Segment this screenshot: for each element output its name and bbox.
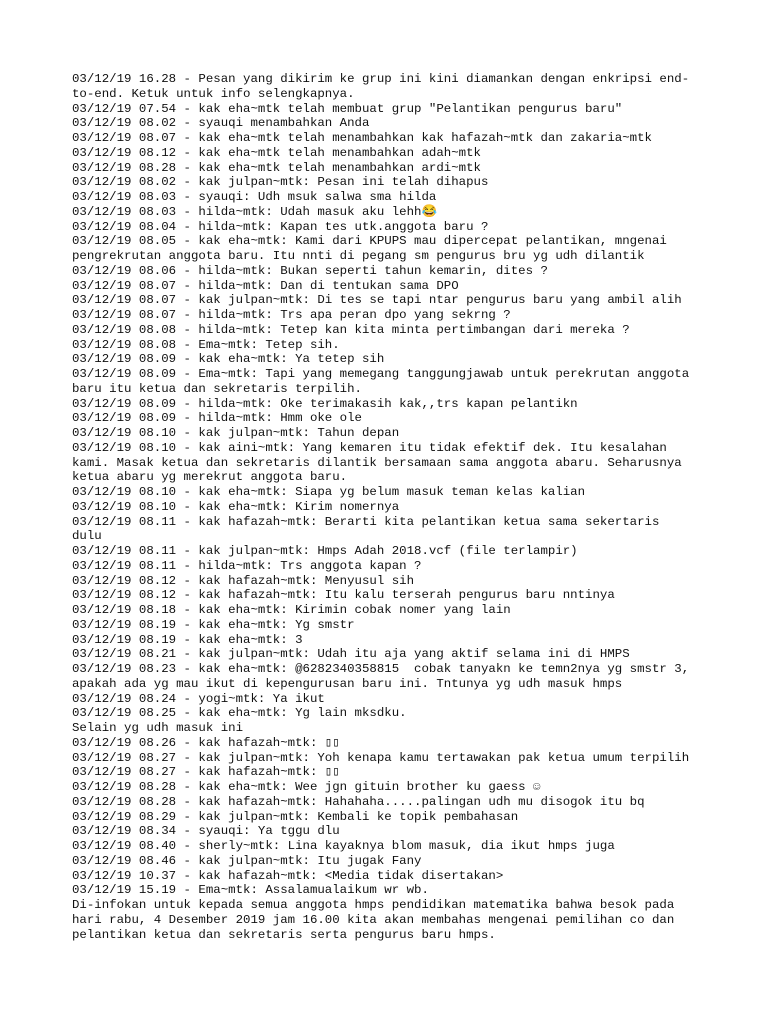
chat-log-line: 03/12/19 08.18 - kak eha~mtk: Kirimin cobak nomer yang lain xyxy=(72,603,511,617)
chat-log-line: 03/12/19 08.02 - syauqi menambahkan Anda xyxy=(72,116,370,131)
chat-log-line: 03/12/19 08.46 - kak julpan~mtk: Itu jugak Fany xyxy=(72,853,422,868)
chat-log-line: 03/12/19 16.28 - Pesan yang dikirim ke grup ini kini diamankan dengan enkripsi end- xyxy=(72,72,690,86)
chat-log-line: 03/12/19 08.19 - kak eha~mtk: 3 xyxy=(72,632,303,647)
chat-log-line: 03/12/19 08.10 - kak eha~mtk: Kirim nomernya xyxy=(72,499,400,514)
chat-export-document xyxy=(72,72,704,942)
chat-log-line: 03/12/19 08.03 - syauqi: Udh msuk salwa sma hilda xyxy=(72,190,437,204)
chat-log-line: baru itu ketua dan sekretaris terpilih. xyxy=(72,381,362,396)
chat-log-line: 03/12/19 08.10 - kak eha~mtk: Siapa yg belum masuk teman kelas kalian xyxy=(72,485,586,499)
chat-log-line: 03/12/19 07.54 - kak eha~mtk telah membuat grup "Pelantikan pengurus baru" xyxy=(72,101,623,116)
chat-log-line: apakah ada yg mau ikut di kepengurusan baru ini. Tntunya yg udh masuk hmps xyxy=(72,676,623,691)
chat-log-line: 03/12/19 08.06 - hilda~mtk: Bukan seperti tahun kemarin, dites ? xyxy=(72,263,548,278)
chat-log-line: to-end. Ketuk untuk info selengkapnya. xyxy=(72,86,355,101)
chat-log-line: 03/12/19 08.34 - syauqi: Ya tggu dlu xyxy=(72,824,340,839)
chat-log-line: 03/12/19 08.07 - kak julpan~mtk: Di tes se tapi ntar pengurus baru yang ambil alih xyxy=(72,293,682,308)
chat-log-line: 03/12/19 08.10 - kak aini~mtk: Yang kemaren itu tidak efektif dek. Itu kesalahan xyxy=(72,440,667,455)
chat-log-line: hari rabu, 4 Desember 2019 jam 16.00 kita akan membahas mengenai pemilihan co dan xyxy=(72,912,675,927)
chat-log-line: 03/12/19 08.08 - hilda~mtk: Tetep kan kita minta pertimbangan dari mereka ? xyxy=(72,322,630,337)
chat-log-line: 03/12/19 08.27 - kak hafazah~mtk: ▯▯ xyxy=(72,765,340,780)
chat-log-line: 03/12/19 08.10 - kak julpan~mtk: Tahun depan xyxy=(72,426,400,440)
chat-log-line: 03/12/19 08.29 - kak julpan~mtk: Kembali ke topik pembahasan xyxy=(72,809,519,824)
chat-log-line: 03/12/19 08.11 - kak julpan~mtk: Hmps Adah 2018.vcf (file terlampir) xyxy=(72,544,578,558)
chat-log-line: 03/12/19 08.25 - kak eha~mtk: Yg lain mksdku. xyxy=(72,706,407,721)
chat-log-line: 03/12/19 08.09 - hilda~mtk: Hmm oke ole xyxy=(72,411,362,426)
chat-log-line: 03/12/19 08.09 - kak eha~mtk: Ya tetep sih xyxy=(72,352,385,367)
chat-log-line: 03/12/19 08.21 - kak julpan~mtk: Udah itu aja yang aktif selama ini di HMPS xyxy=(72,647,630,662)
chat-log-line: 03/12/19 08.07 - hilda~mtk: Dan di tentukan sama DPO xyxy=(72,278,459,293)
chat-log-line: 03/12/19 08.05 - kak eha~mtk: Kami dari KPUPS mau dipercepat pelantikan, mngenai xyxy=(72,234,667,249)
chat-log-line: 03/12/19 08.11 - kak hafazah~mtk: Berarti kita pelantikan ketua sama sekertaris xyxy=(72,514,660,529)
chat-log-line: 03/12/19 08.40 - sherly~mtk: Lina kayaknya blom masuk, dia ikut hmps juga xyxy=(72,839,615,853)
chat-log-line: 03/12/19 08.28 - kak hafazah~mtk: Hahahaha.....palingan udh mu disogok itu bq xyxy=(72,794,645,809)
chat-log-line: kami. Masak ketua dan sekretaris dilantik bersamaan sama anggota abaru. Seharusnya xyxy=(72,455,682,470)
chat-log-line: 03/12/19 08.12 - kak hafazah~mtk: Itu kalu terserah pengurus baru nntinya xyxy=(72,588,615,603)
chat-log-line: ketua abaru yg merekrut anggota baru. xyxy=(72,470,348,485)
chat-log-line: 03/12/19 08.04 - hilda~mtk: Kapan tes utk.anggota baru ? xyxy=(72,219,489,234)
chat-log-line: 03/12/19 08.24 - yogi~mtk: Ya ikut xyxy=(72,691,325,706)
chat-log-line: 03/12/19 08.03 - hilda~mtk: Udah masuk aku lehh😂 xyxy=(72,204,437,219)
chat-log-line: 03/12/19 15.19 - Ema~mtk: Assalamualaikum wr wb. xyxy=(72,883,429,898)
chat-log-line: 03/12/19 08.19 - kak eha~mtk: Yg smstr xyxy=(72,617,355,632)
chat-log-line: 03/12/19 08.12 - kak hafazah~mtk: Menyusul sih xyxy=(72,573,415,588)
chat-log-line: 03/12/19 08.28 - kak eha~mtk: Wee jgn gituin brother ku gaess ☺ xyxy=(72,780,541,794)
chat-log-line: 03/12/19 08.07 - hilda~mtk: Trs apa peran dpo yang sekrng ? xyxy=(72,308,511,322)
chat-log-line: 03/12/19 08.09 - Ema~mtk: Tapi yang memegang tanggungjawab untuk perekrutan anggota xyxy=(72,367,690,381)
chat-log-line: pelantikan ketua dan sekretaris serta pengurus baru hmps. xyxy=(72,927,496,942)
chat-log-line: Di-infokan untuk kepada semua anggota hmps pendidikan matematika bahwa besok pada xyxy=(72,898,675,912)
chat-log-line: Selain yg udh masuk ini xyxy=(72,721,244,735)
chat-log-line: 03/12/19 08.09 - hilda~mtk: Oke terimakasih kak,,trs kapan pelantikn xyxy=(72,396,578,411)
chat-log-line: dulu xyxy=(72,529,102,544)
chat-log-line: pengrekrutan anggota baru. Itu nnti di pegang sm pengurus bru yg udh dilantik xyxy=(72,249,645,263)
chat-log-line: 03/12/19 08.07 - kak eha~mtk telah menambahkan kak hafazah~mtk dan zakaria~mtk xyxy=(72,131,652,145)
chat-log-line: 03/12/19 08.11 - hilda~mtk: Trs anggota kapan ? xyxy=(72,558,422,573)
chat-log-line: 03/12/19 08.26 - kak hafazah~mtk: ▯▯ xyxy=(72,735,340,750)
chat-log-line: 03/12/19 08.02 - kak julpan~mtk: Pesan ini telah dihapus xyxy=(72,175,489,190)
chat-log-line: 03/12/19 08.12 - kak eha~mtk telah menambahkan adah~mtk xyxy=(72,145,481,160)
chat-log-line: 03/12/19 08.23 - kak eha~mtk: @6282340358815 cobak tanyakn ke temn2nya yg smstr 3, xyxy=(72,662,690,676)
chat-log-line: 03/12/19 08.27 - kak julpan~mtk: Yoh kenapa kamu tertawakan pak ketua umum terpilih xyxy=(72,750,690,765)
chat-log-line: 03/12/19 10.37 - kak hafazah~mtk: <Media tidak disertakan> xyxy=(72,868,504,883)
chat-log-line: 03/12/19 08.08 - Ema~mtk: Tetep sih. xyxy=(72,337,340,352)
chat-log-line: 03/12/19 08.28 - kak eha~mtk telah menambahkan ardi~mtk xyxy=(72,160,481,175)
